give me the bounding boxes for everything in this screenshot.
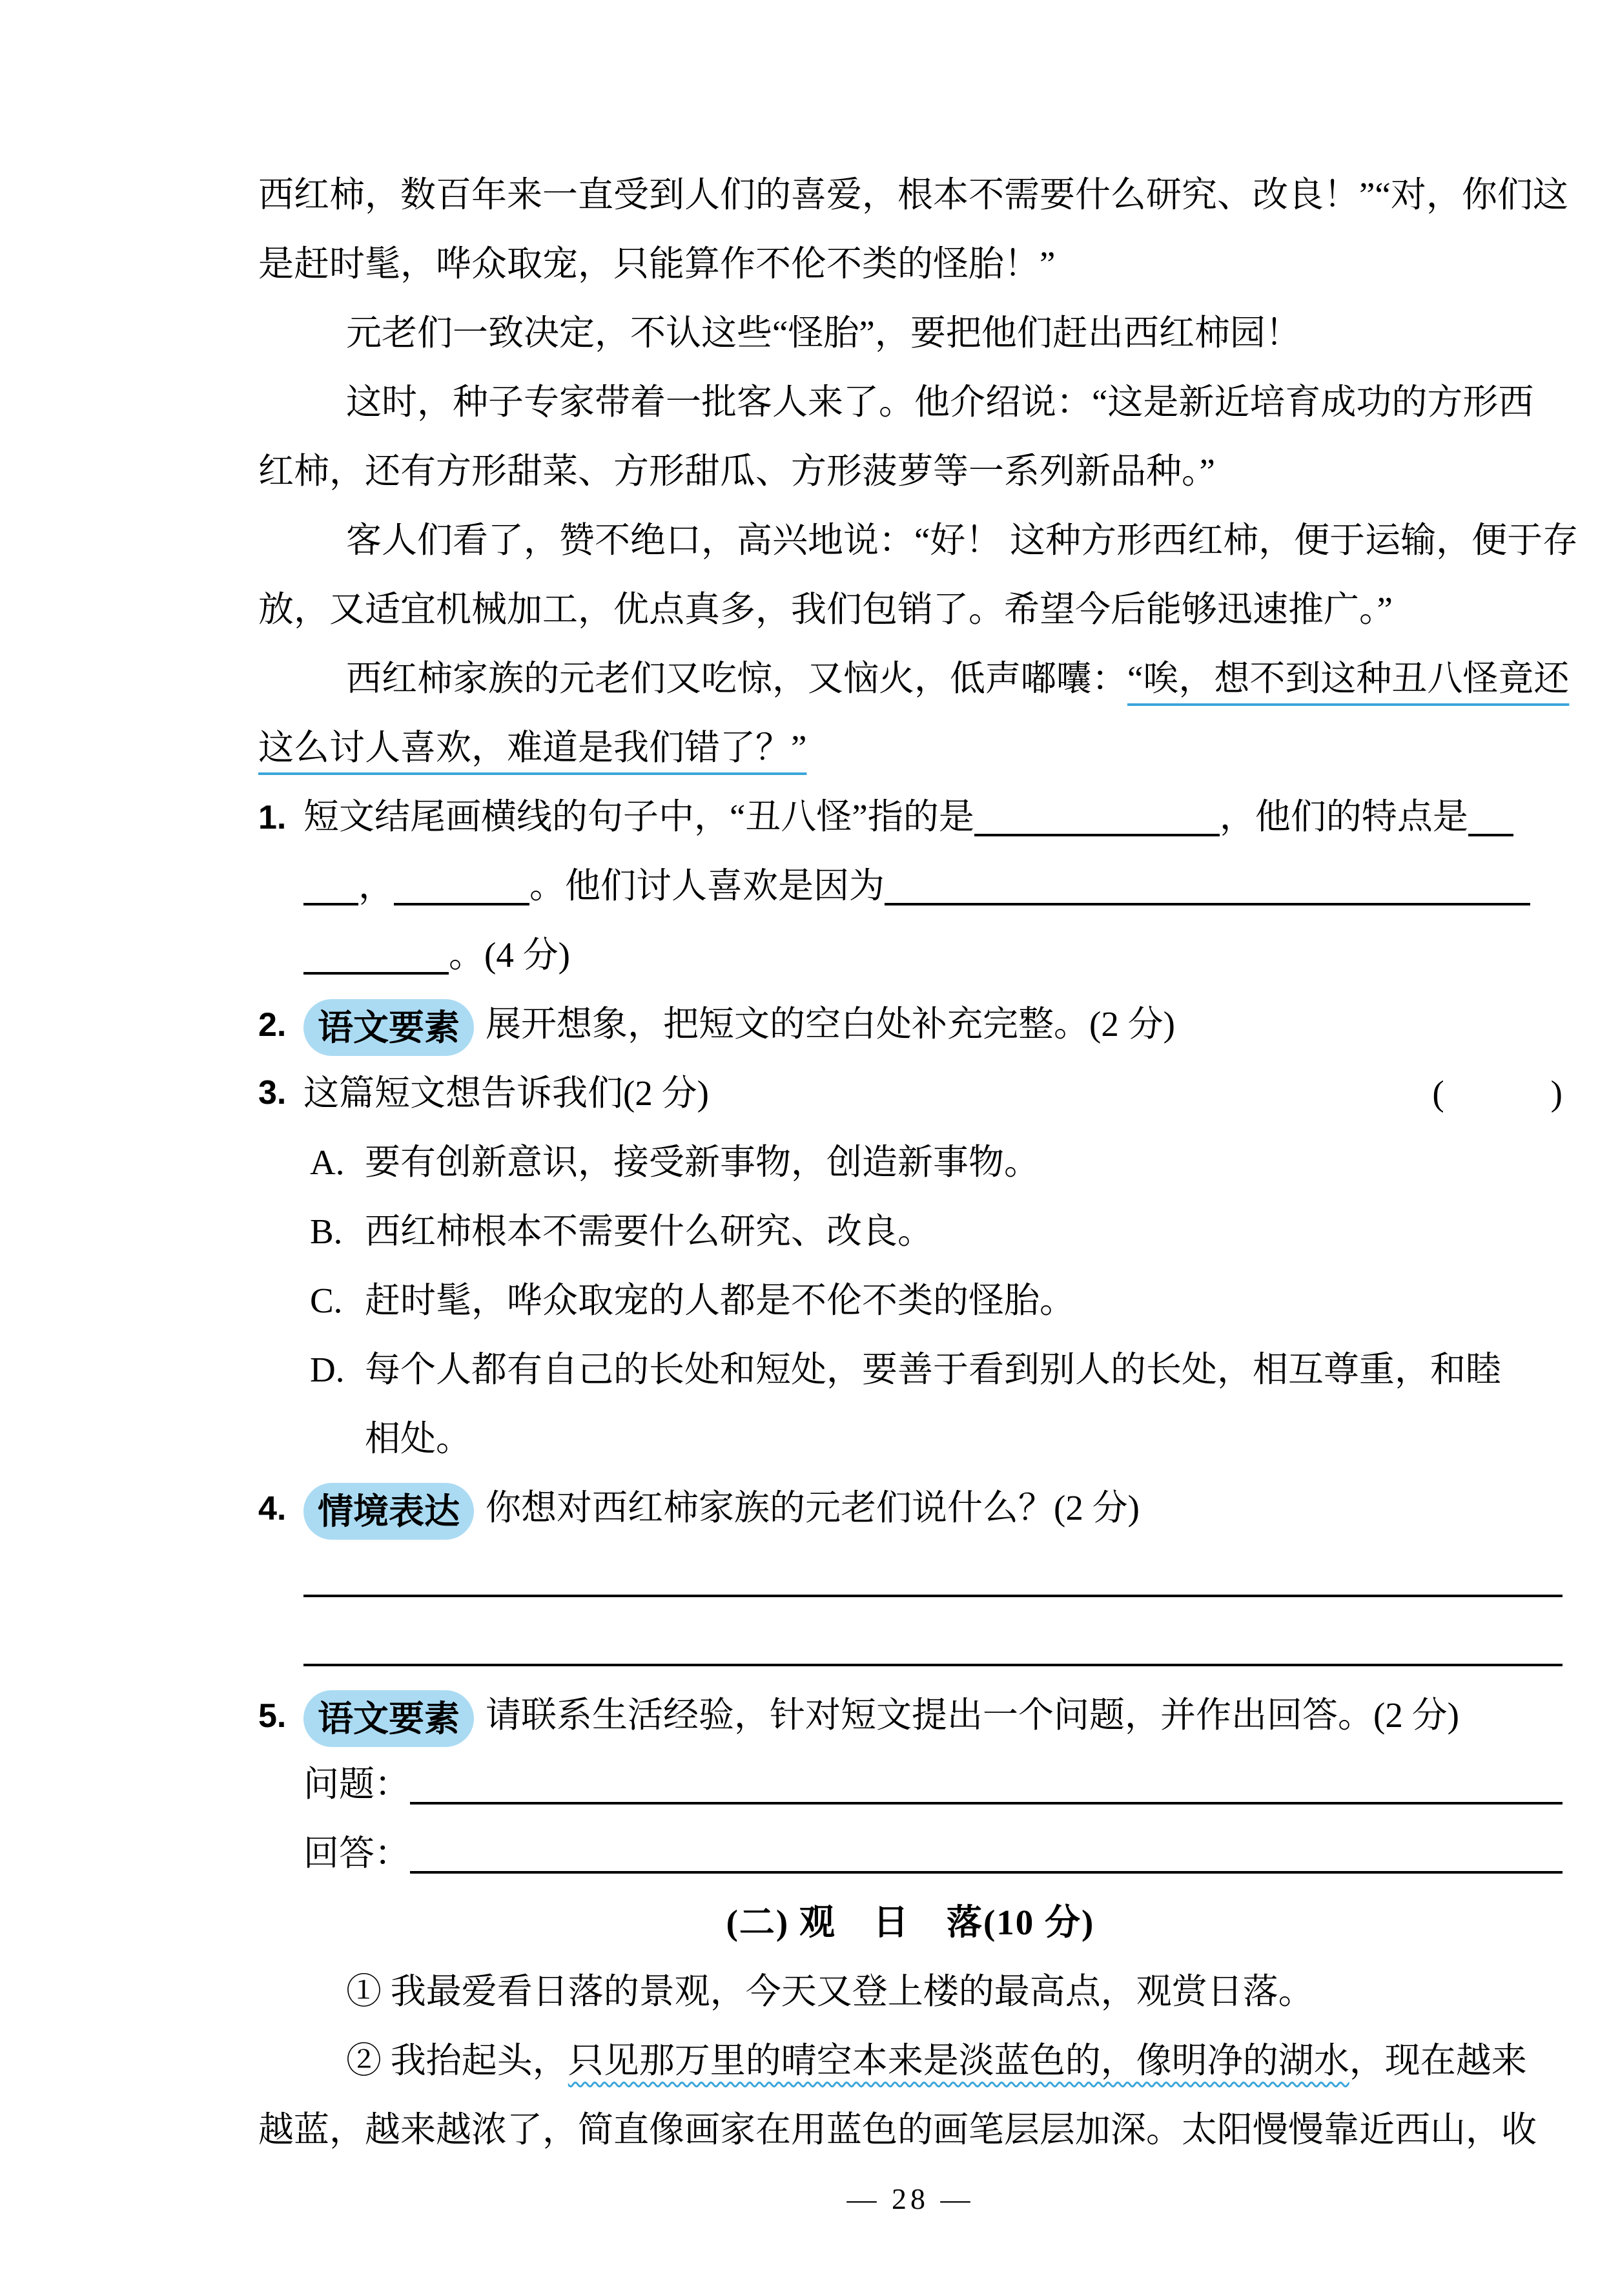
text-run: ，现在越来 [1349,2041,1527,2080]
question-3-option-d-cont [258,1404,1563,1473]
text-run: (二) 观 日 落(10 分) [726,1903,1095,1942]
question-1-line-2 [258,851,1563,920]
question-3-option-b [258,1197,1563,1266]
question-number: 4. [258,1490,287,1527]
question-4-answer-rule-2 [258,1611,1563,1681]
text-run: 相处。 [365,1419,472,1458]
passage-sunset-line-2 [258,2026,1563,2095]
question-4-answer-rule-1 [258,1542,1563,1611]
question-3 [258,1059,1563,1128]
question-3-option-d [258,1335,1563,1404]
passage-tomato-line-5 [258,437,1563,506]
question-4 [258,1473,1563,1542]
text-run: ，他们的特点是 [1219,797,1468,836]
text-run: 只见那万里的晴空本来是淡蓝色的，像明净的湖水 [568,2041,1349,2080]
passage-sunset-line-3 [258,2095,1563,2164]
spacer [709,1059,1432,1128]
question-number: 3. [258,1074,287,1112]
answer-blank [885,871,1530,905]
passage-tomato-line-6 [258,506,1579,575]
answer-blank [394,871,529,905]
text-run: 请联系生活经验，针对短文提出一个问题，并作出回答。(2 分) [486,1695,1459,1735]
question-number: 5. [258,1697,287,1735]
text-run: 短文结尾画横线的句子中，“丑八怪”指的是 [303,797,974,836]
passage-tomato-line-8 [258,644,1570,713]
answer-rule [410,1750,1563,1805]
text-run: 。他们讨人喜欢是因为 [529,866,885,905]
passage-tomato-line-1 [258,160,1568,229]
page-number [258,2164,1563,2233]
text-run: ② 我抬起头， [346,2041,568,2080]
text-run: 西红柿，数百年来一直受到人们的喜爱，根本不需要什么研究、改良！”“对，你们这 [258,175,1568,214]
question-3-option-a [258,1128,1563,1197]
section-2-heading [258,1888,1563,1957]
text-run: ① 我最爱看日落的景观，今天又登上楼的最高点，观赏日落。 [346,1972,1314,2011]
text-run: 西红柿家族的元老们又吃惊，又恼火，低声嘟囔： [346,659,1128,698]
answer-blank [303,940,449,975]
passage-tomato-line-9 [258,713,1563,782]
option-letter: B. [310,1212,343,1251]
passage-tomato-line-4 [258,367,1563,437]
topic-badge: 语文要素 [303,999,474,1056]
text-run: 是赶时髦，哗众取宠，只能算作不伦不类的怪胎！” [258,244,1056,284]
text-run: 回答： [303,1834,411,1873]
text-run: 你想对西红柿家族的元老们说什么？(2 分) [486,1488,1140,1527]
passage-tomato-line-2 [258,229,1563,298]
text-run: 红柿，还有方形甜菜、方形甜瓜、方形菠萝等一系列新品种。” [258,451,1215,491]
question-number: 2. [258,1006,287,1044]
answer-blank [1468,802,1513,836]
answer-rule [410,1819,1563,1874]
text-run: 每个人都有自己的长处和短处，要善于看到别人的长处，相互尊重，和睦 [365,1350,1502,1389]
text-run: — 28 — [846,2182,974,2215]
text-run: 西红柿根本不需要什么研究、改良。 [365,1212,934,1251]
answer-rule [303,1611,1563,1666]
passage-sunset-line-1 [258,1957,1563,2026]
option-letter: C. [310,1281,343,1320]
text-run: 赶时髦，哗众取宠的人都是不伦不类的怪胎。 [365,1281,1076,1320]
passage-tomato-line-7 [258,575,1563,644]
topic-badge: 情境表达 [303,1483,474,1540]
answer-blank [974,802,1220,836]
text-run: 问题： [303,1764,411,1804]
option-letter: A. [310,1143,345,1182]
text-run: “唉，想不到这种丑八怪竟还 [1127,659,1570,698]
question-number: 1. [258,799,287,836]
question-5-question-label-line [258,1750,1563,1819]
answer-blank [303,871,358,905]
question-2 [258,989,1563,1059]
passage-tomato-line-3 [258,298,1563,367]
question-3-option-c [258,1266,1563,1335]
question-1-line-3 [258,920,1563,989]
question-1-line-1 [258,782,1563,851]
answer-rule [303,1542,1563,1597]
option-letter: D. [310,1350,345,1389]
text-run: 放，又适宜机械加工，优点真多，我们包销了。希望今后能够迅速推广。” [258,590,1393,629]
text-run: 客人们看了，赞不绝口，高兴地说：“好！ 这种方形西红柿，便于运输，便于存 [346,521,1579,560]
answer-bracket: ( ) [1432,1073,1563,1113]
question-5 [258,1681,1563,1750]
text-run: 这篇短文想告诉我们(2 分) [303,1073,709,1113]
text-run: 展开想象，把短文的空白处补充完整。(2 分) [486,1004,1175,1044]
text-run: 这时，种子专家带着一批客人来了。他介绍说：“这是新近培育成功的方形西 [346,382,1534,422]
topic-badge: 语文要素 [303,1690,474,1747]
text-run: 。(4 分) [449,935,570,975]
text-run: 这么讨人喜欢，难道是我们错了？” [258,728,807,767]
text-run: 元老们一致决定，不认这些“怪胎”，要把他们赶出西红柿园！ [346,313,1301,353]
question-5-answer-label-line [258,1819,1563,1888]
text-run: 越蓝，越来越浓了，简直像画家在用蓝色的画笔层层加深。太阳慢慢靠近西山，收 [258,2110,1537,2149]
text-run: 要有创新意识，接受新事物，创造新事物。 [365,1143,1040,1182]
text-run: ， [358,866,395,905]
